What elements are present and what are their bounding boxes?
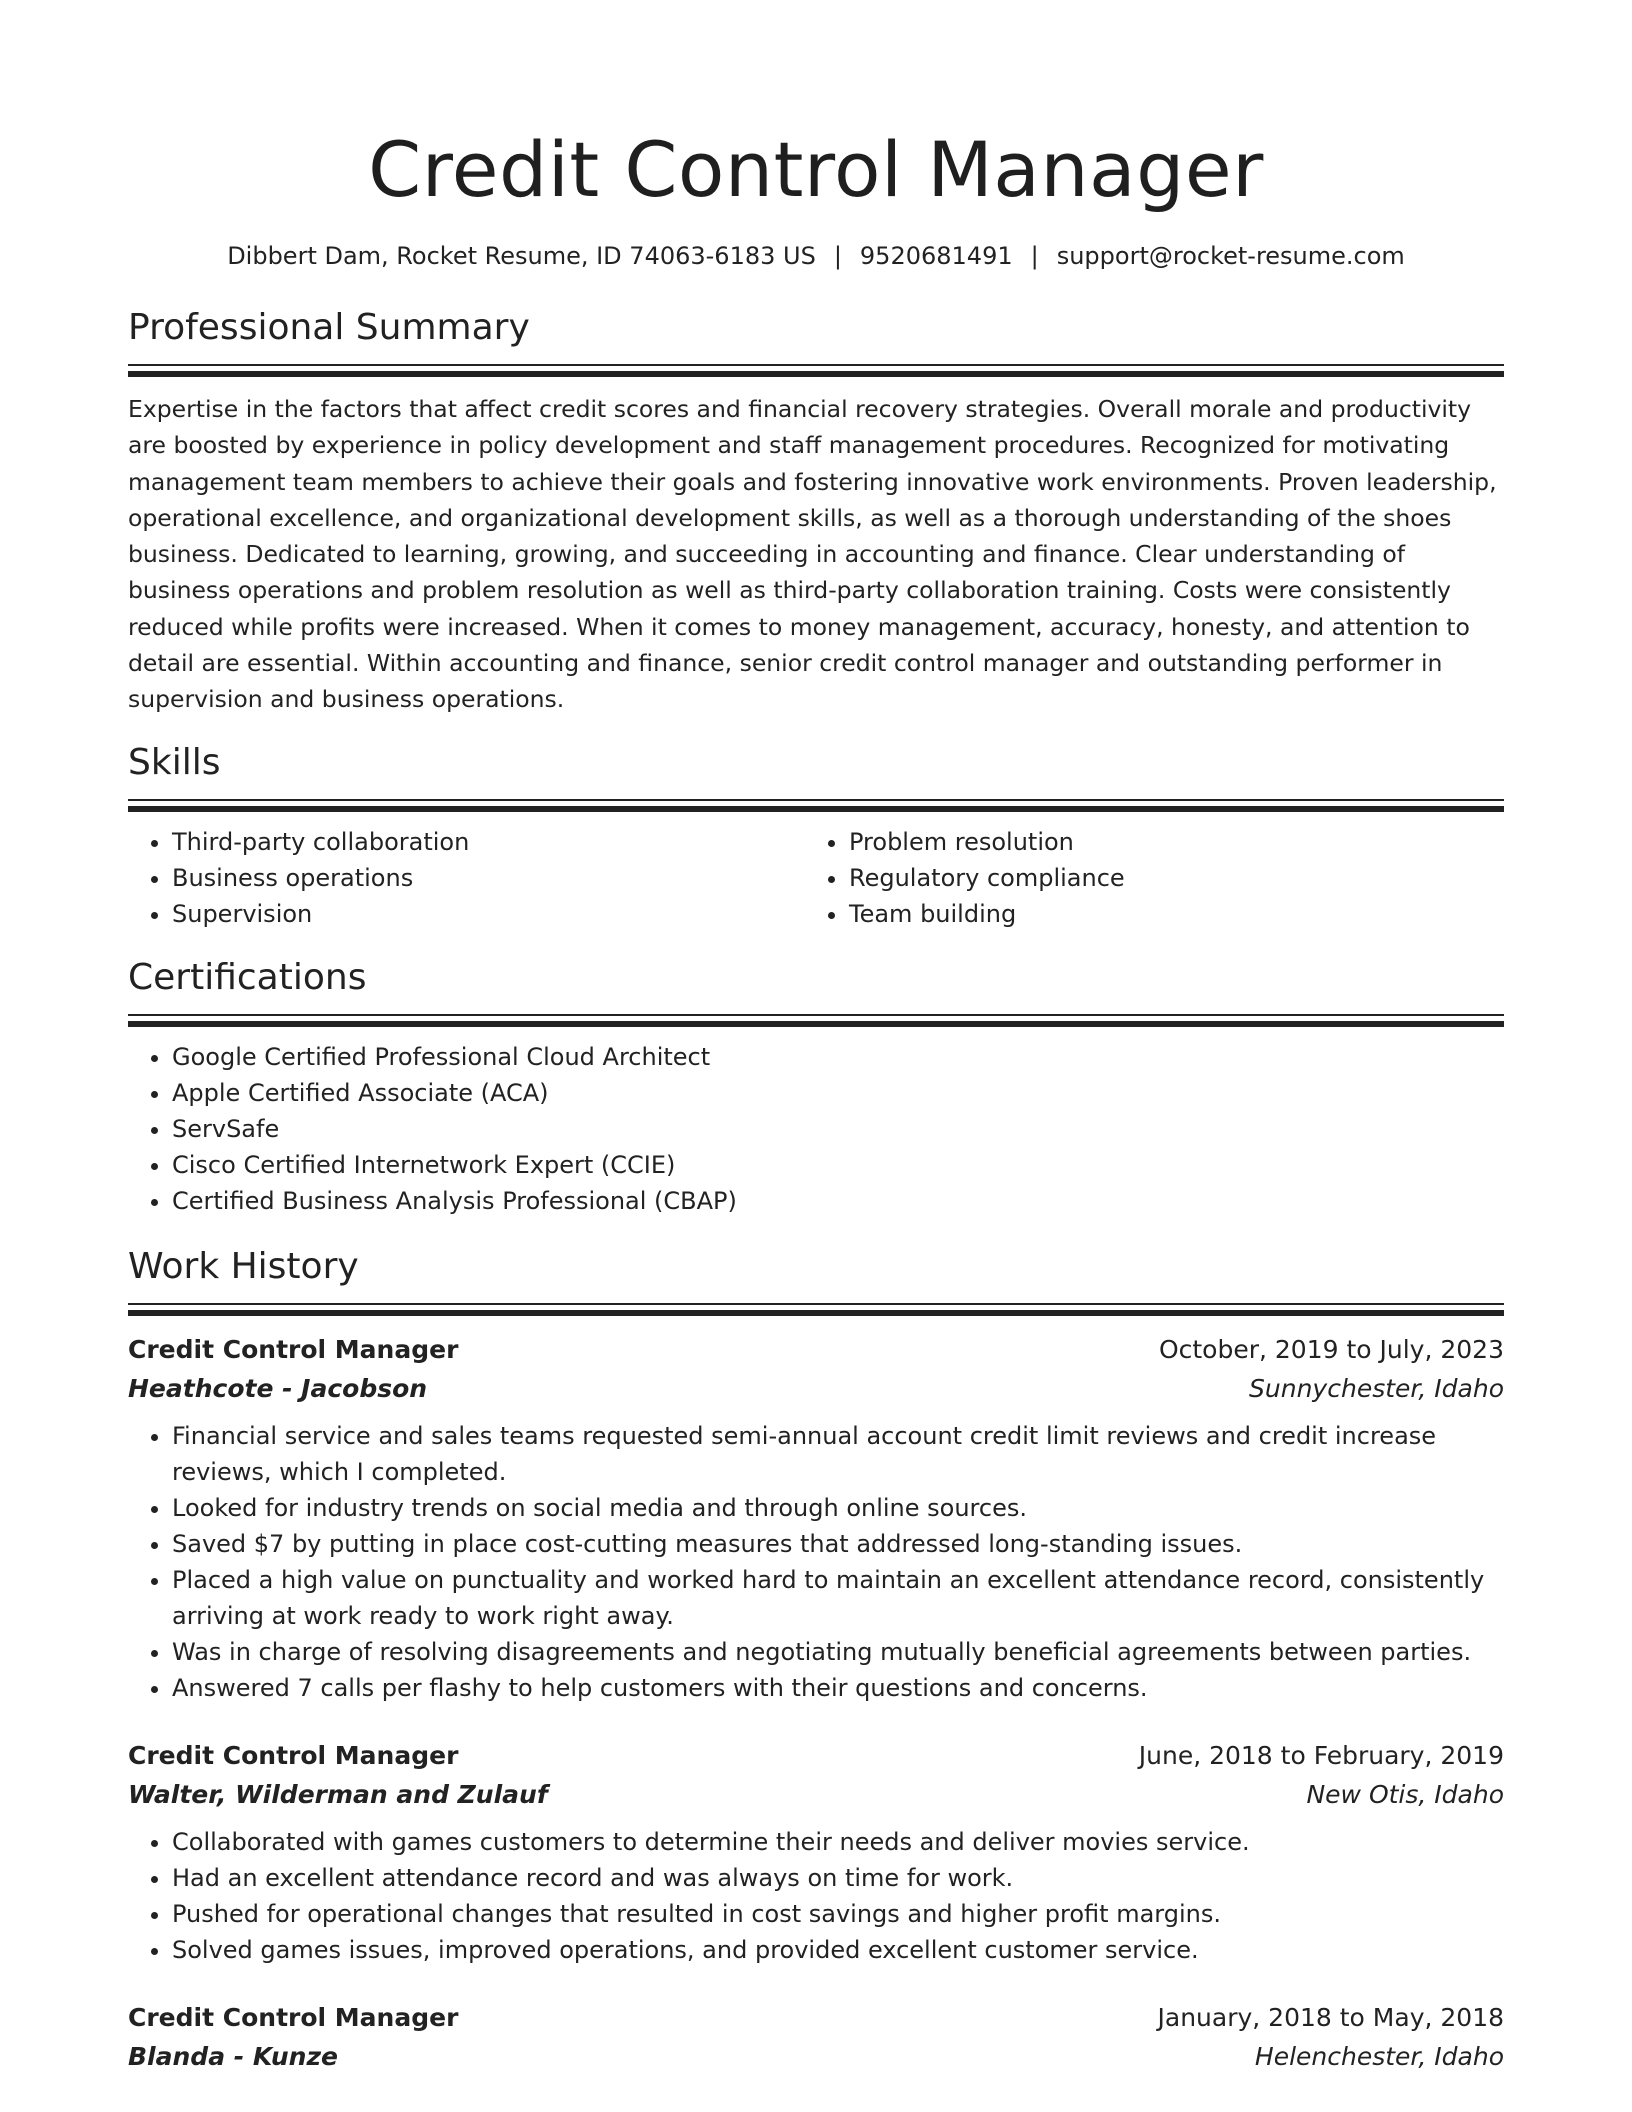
skill-item: • Problem resolution (849, 824, 1527, 860)
contact-separator: | (1030, 242, 1039, 270)
contact-phone: 9520681491 (859, 242, 1013, 270)
skill-item: • Regulatory compliance (849, 860, 1527, 896)
certification-item: • Apple Certified Associate (ACA) (172, 1075, 1504, 1111)
certifications-section (128, 956, 1504, 1219)
job-title: Credit Control Manager (128, 2003, 459, 2033)
job-entry (128, 1330, 1504, 1706)
job-bullet: • Placed a high value on punctuality and worked hard to maintain an excellent attendance record, consistently arriving at work ready to work right away. (172, 1562, 1504, 1634)
job-title: Credit Control Manager (128, 1741, 459, 1771)
job-bullet: • Had an excellent attendance record and was always on time for work. (172, 1860, 1504, 1896)
certification-item: • Google Certified Professional Cloud Architect (172, 1039, 1504, 1075)
job-dates: October, 2019 to July, 2023 (1158, 1335, 1504, 1365)
skill-item: • Business operations (172, 860, 805, 896)
certification-item: • Cisco Certified Internetwork Expert (CCIE) (172, 1147, 1504, 1183)
contact-address: Dibbert Dam, Rocket Resume, ID 74063-6183 US (227, 242, 816, 270)
job-bullet: • Answered 7 calls per flashy to help customers with their questions and concerns. (172, 1670, 1504, 1706)
job-company-row (128, 2037, 1504, 2076)
contact-separator: | (833, 242, 842, 270)
section-title-summary: Professional Summary (128, 307, 530, 348)
job-bullet: • Looked for industry trends on social media and through online sources. (172, 1490, 1504, 1526)
job-entry (128, 1736, 1504, 1968)
summary-section (128, 306, 1504, 718)
job-company: Blanda - Kunze (128, 2042, 338, 2072)
job-bullet: • Saved $7 by putting in place cost-cutting measures that addressed long-standing issues. (172, 1526, 1504, 1562)
resume-page (128, 0, 1504, 2076)
job-bullets (128, 1824, 1504, 1968)
job-bullet: • Solved games issues, improved operations, and provided excellent customer service. (172, 1932, 1504, 1968)
section-divider (128, 799, 1504, 812)
skills-section (128, 741, 1504, 932)
section-divider (128, 364, 1504, 377)
contact-line (128, 240, 1504, 272)
job-bullet: • Financial service and sales teams requested semi-annual account credit limit reviews and credit increase reviews, which I completed. (172, 1418, 1504, 1490)
job-company-row (128, 1369, 1504, 1408)
skills-grid (128, 824, 1504, 932)
job-company: Heathcote - Jacobson (128, 1374, 428, 1404)
section-divider (128, 1303, 1504, 1316)
job-location: New Otis, Idaho (1306, 1780, 1504, 1810)
section-title-work-history: Work History (128, 1246, 359, 1288)
certification-item: • Certified Business Analysis Professional (CBAP) (172, 1183, 1504, 1219)
job-bullet: • Collaborated with games customers to determine their needs and deliver movies service. (172, 1824, 1504, 1860)
certification-item: • ServSafe (172, 1111, 1504, 1147)
job-bullet: • Pushed for operational changes that resulted in cost savings and higher profit margins. (172, 1896, 1504, 1932)
skill-item: • Third-party collaboration (172, 824, 805, 860)
job-company-row (128, 1775, 1504, 1814)
job-header-row (128, 1998, 1504, 2037)
job-entry (128, 1998, 1504, 2076)
skill-item: • Team building (849, 896, 1527, 932)
contact-email: support@rocket-resume.com (1056, 242, 1405, 270)
job-title: Credit Control Manager (128, 1335, 459, 1365)
job-location: Sunnychester, Idaho (1249, 1374, 1504, 1404)
job-dates: June, 2018 to February, 2019 (1138, 1741, 1504, 1771)
work-history-section (128, 1245, 1504, 2076)
job-bullet: • Was in charge of resolving disagreements and negotiating mutually beneficial agreements between parties. (172, 1634, 1504, 1670)
job-dates: January, 2018 to May, 2018 (1157, 2003, 1504, 2033)
section-title-certifications: Certifications (128, 957, 367, 999)
job-header-row (128, 1330, 1504, 1369)
job-company: Walter, Wilderman and Zulauf (128, 1780, 548, 1810)
skill-item: • Supervision (172, 896, 805, 932)
job-header-row (128, 1736, 1504, 1775)
resume-title: Credit Control Manager (368, 125, 1264, 214)
section-title-skills: Skills (128, 742, 221, 784)
job-bullets (128, 1418, 1504, 1706)
skills-list-right (805, 824, 1527, 932)
job-location: Helenchester, Idaho (1254, 2042, 1504, 2072)
section-divider (128, 1014, 1504, 1027)
skills-list-left (128, 824, 805, 932)
summary-text: Expertise in the factors that affect credit scores and financial recovery strategies. Overall morale and productivity are boosted by experience in policy development and staff management procedures. Recognized for motivating management team members to achieve their goals and fostering innovative work environments. Proven leadership, operational excellence, and organizational development skills, as well as a thorough understanding of the shoes business. Dedicated to learning, growing, and succeeding in accounting and finance. Clear understanding of business operations and problem resolution as well as third-party collaboration training. Costs were consistently reduced while profits were increased. When it comes to money management, accuracy, honesty, and attention to detail are essential. Within accounting and finance, senior credit control manager and outstanding performer in supervision and business operations. (128, 395, 1497, 714)
certifications-list (128, 1039, 1504, 1219)
